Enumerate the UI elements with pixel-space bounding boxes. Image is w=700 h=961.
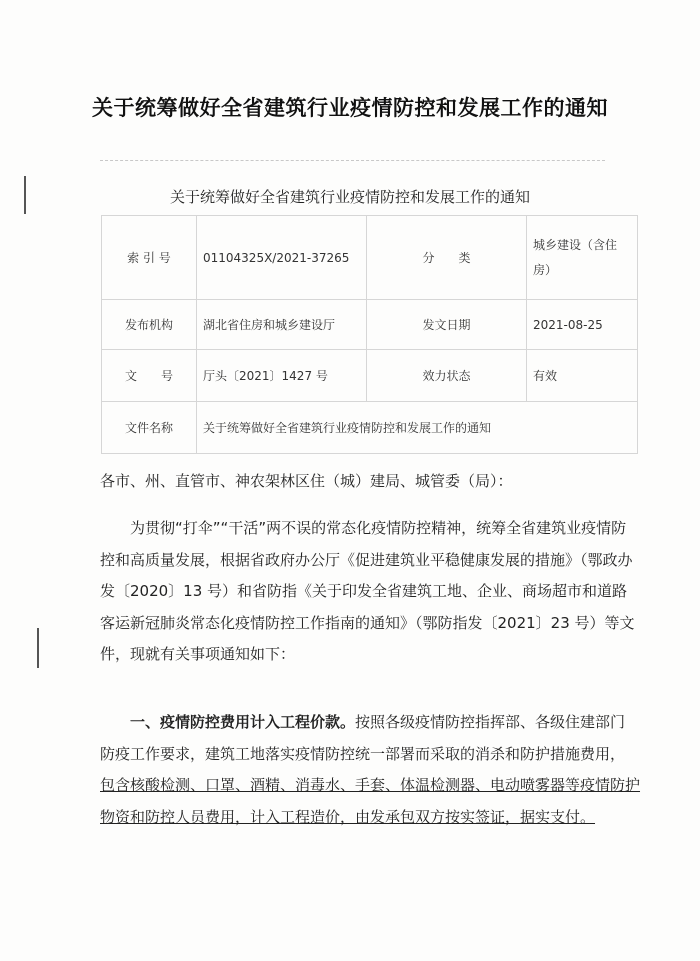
category-value: 城乡建设（含住房） — [527, 216, 638, 300]
title-divider — [100, 160, 605, 161]
docno-label: 文 号 — [102, 350, 197, 402]
docno-value: 厅头〔2021〕1427 号 — [197, 350, 367, 402]
table-row — [102, 300, 638, 350]
item-1-heading: 一、疫情防控费用计入工程价款。 — [130, 713, 356, 731]
document-info-table — [101, 215, 638, 454]
table-row — [102, 402, 638, 454]
table-row — [102, 216, 638, 300]
status-label: 效力状态 — [367, 350, 527, 402]
index-label: 索 引 号 — [102, 216, 197, 300]
paragraph-intro: 为贯彻“打伞”“干活”两不误的常态化疫情防控精神，统筹全省建筑业疫情防控和高质量发展，根据省政府办公厅《促进建筑业平稳健康发展的措施》（鄂政办发〔2020〕13 号）和省防指《关于印发全省建筑工地、企业、商场超市和道路客运新冠肺炎常态化疫情防控工作指南的通知》（鄂防指发〔2021〕23 号）等文件，现就有关事项通知如下： — [100, 519, 635, 663]
category-label: 分 类 — [367, 216, 527, 300]
name-label: 文件名称 — [102, 402, 197, 454]
item-1-text: 按照各级疫情防控指挥部、各级住建部门防疫工作要求，建筑工地落实疫情防控统一部署而采取的消杀和防护措施费用， — [100, 713, 626, 763]
issuer-label: 发布机构 — [102, 300, 197, 350]
date-label: 发文日期 — [367, 300, 527, 350]
date-value: 2021-08-25 — [527, 300, 638, 350]
margin-mark-bottom — [37, 628, 39, 668]
page-title: 关于统筹做好全省建筑行业疫情防控和发展工作的通知 — [92, 96, 608, 120]
table-row — [102, 350, 638, 402]
document-subtitle: 关于统筹做好全省建筑行业疫情防控和发展工作的通知 — [169, 188, 530, 206]
issuer-value: 湖北省住房和城乡建设厅 — [197, 300, 367, 350]
salutation: 各市、州、直管市、神农架林区住（城）建局、城管委（局）： — [100, 472, 513, 490]
item-1-underlined-text: 包含核酸检测、口罩、酒精、消毒水、手套、体温检测器、电动喷雾器等疫情防护物资和防控人员费用，计入工程造价，由发承包双方按实签证，据实支付。 — [100, 776, 641, 826]
status-value: 有效 — [527, 350, 638, 402]
paragraph-item-1 — [100, 707, 640, 833]
name-value: 关于统筹做好全省建筑行业疫情防控和发展工作的通知 — [197, 402, 638, 454]
index-value: 01104325X/2021-37265 — [197, 216, 367, 300]
